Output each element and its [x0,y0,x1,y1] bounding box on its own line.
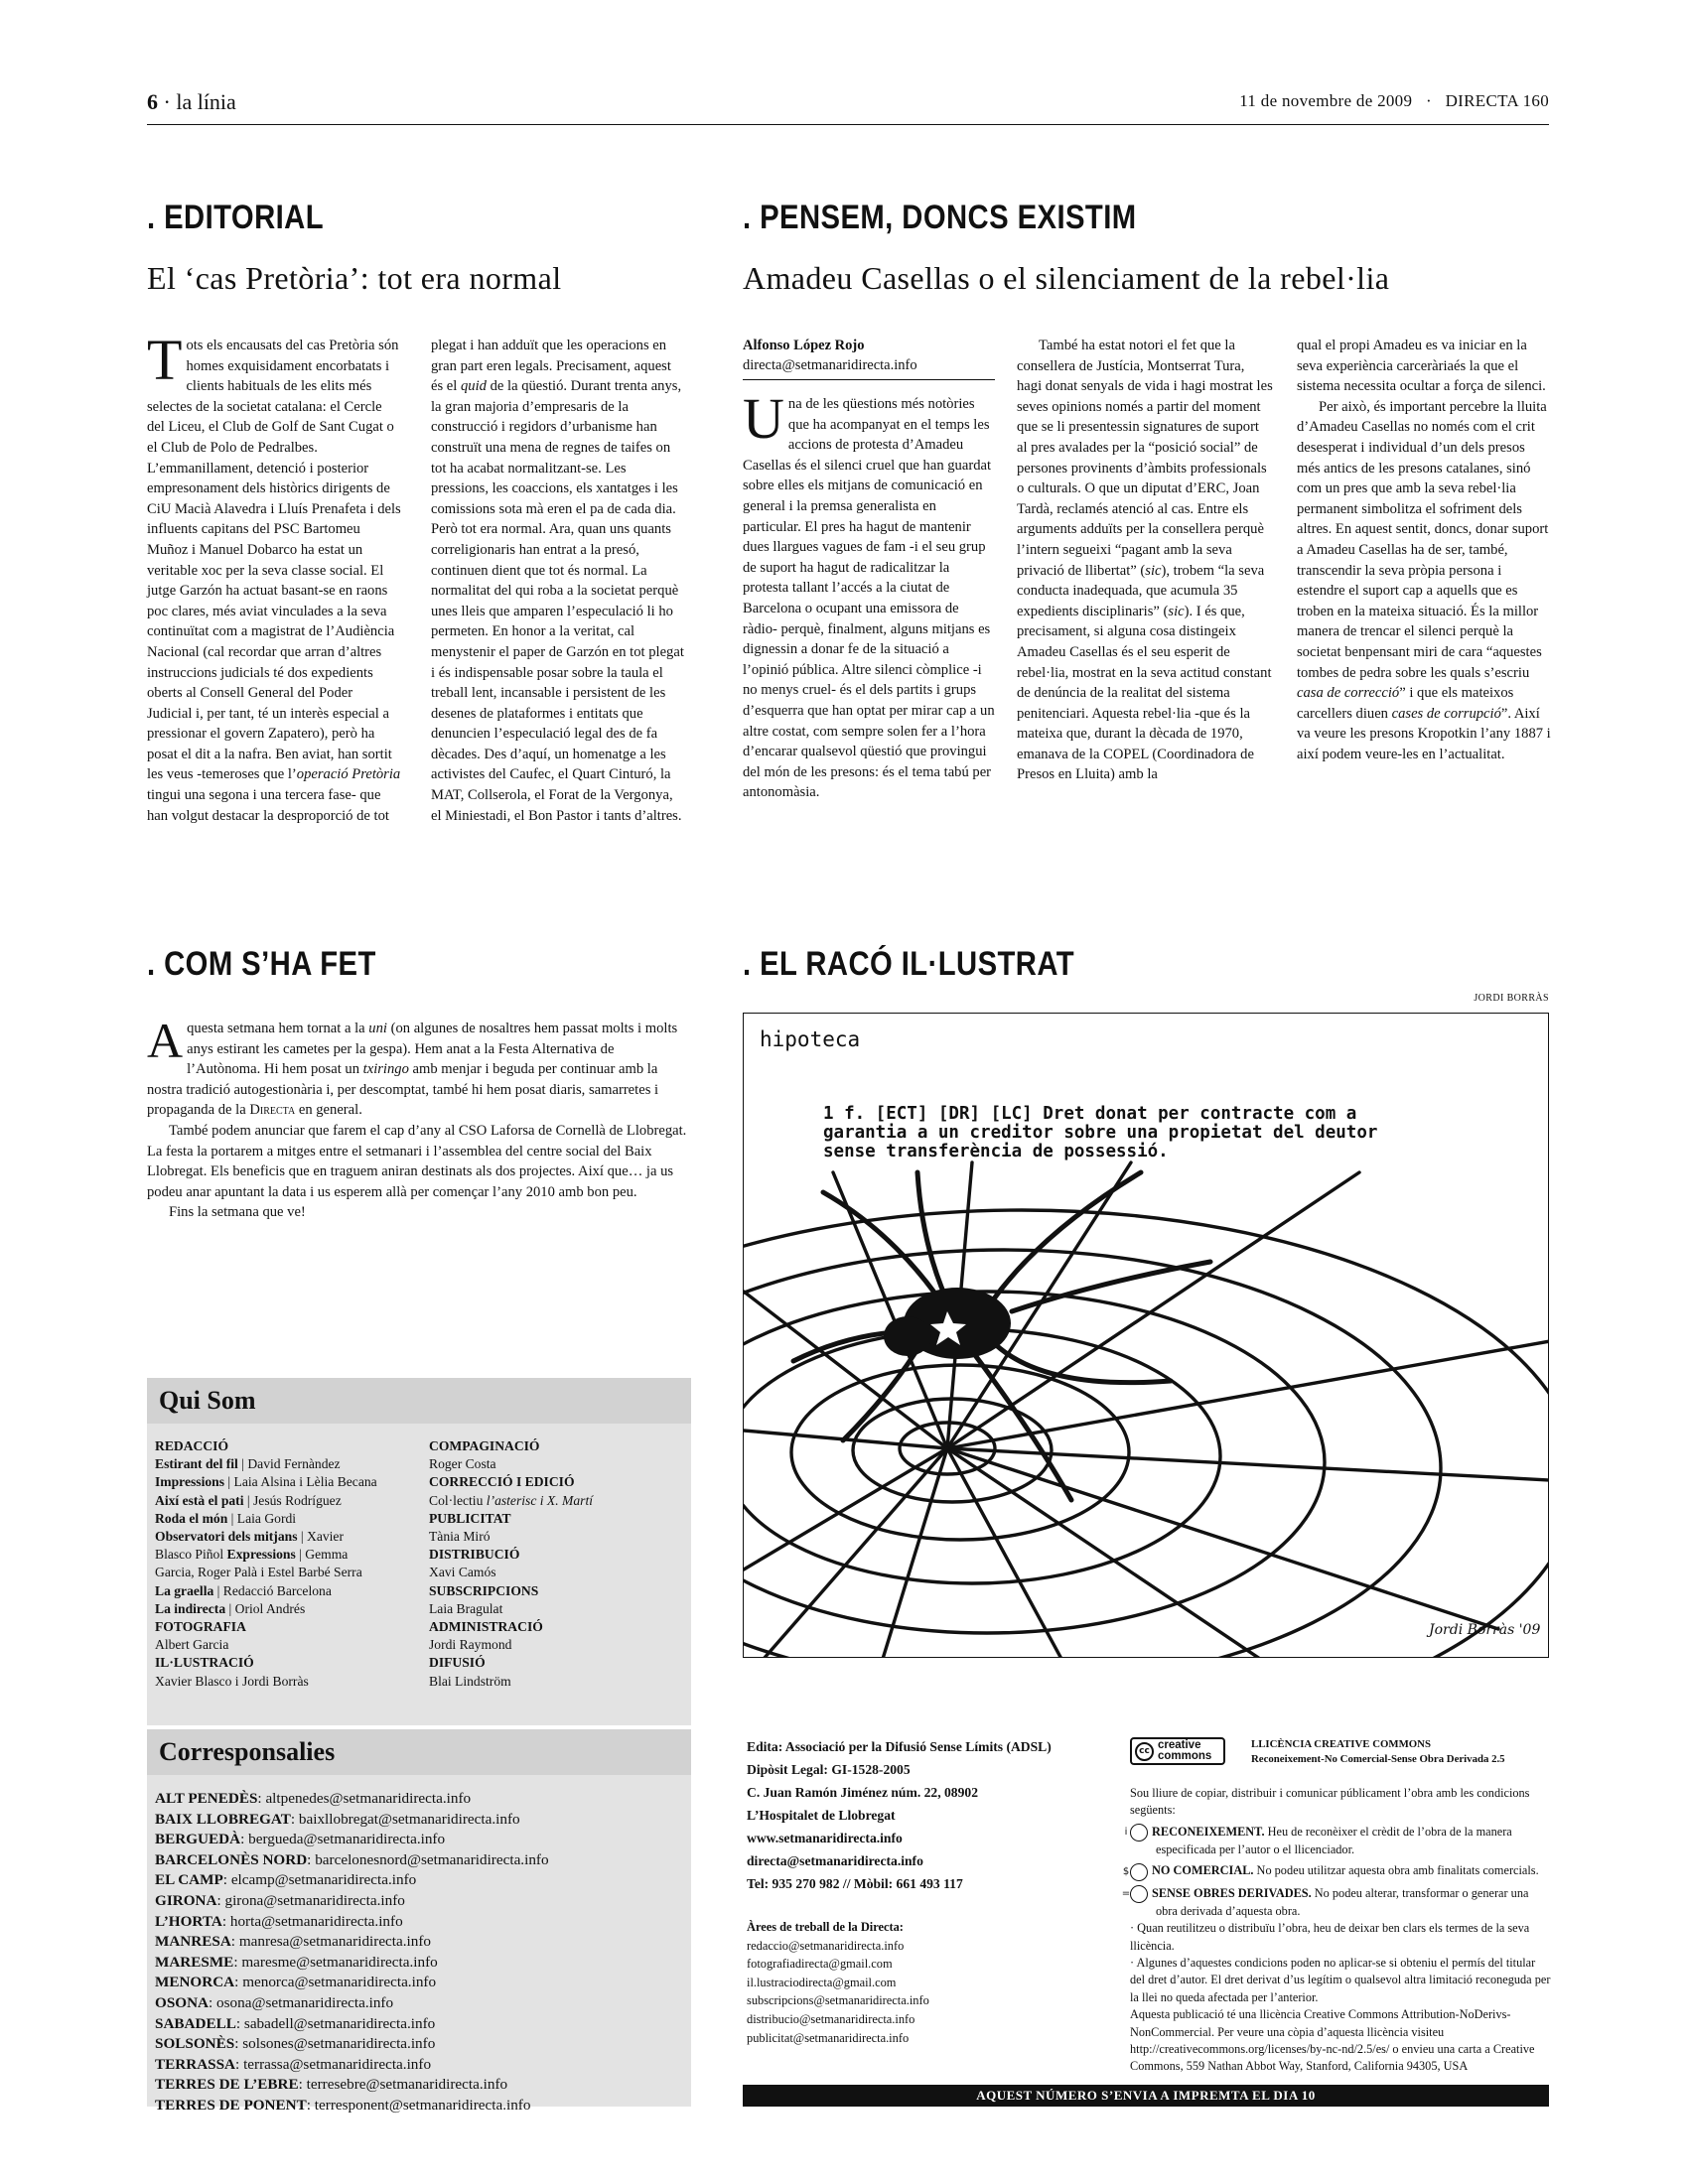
corresponsalia-item[interactable]: BARCELONÈS NORD: barcelonesnord@setmanaridirecta.info [155,1850,549,1868]
corresponsalia-item[interactable]: L’HORTA: horta@setmanaridirecta.info [155,1912,403,1930]
corresponsalia-item[interactable]: ALT PENEDÈS: altpenedes@setmanaridirecta.info [155,1790,472,1807]
corresponsalia-item[interactable]: TERRASSA: terrassa@setmanaridirecta.info [155,2055,432,2073]
email-link[interactable]: directa@setmanaridirecta.info [747,1853,923,1868]
dropcap: A [147,1013,184,1068]
illustration-hipoteca [743,1013,1549,1658]
area-email[interactable]: distribucio@setmanaridirecta.info [747,2011,915,2026]
corresponsalies-list [155,1789,687,2116]
licence-header [1130,1735,1551,1775]
area-email[interactable]: fotografiadirecta@gmail.com [747,1957,893,1972]
spider-web-drawing [744,1014,1549,1658]
editorial-column-1: Tots els encausats del cas Pretòria són homes exquisidament encorbatats i clients habituals de les elits més selectes de la societat catalana: el Cercle del Liceu, el Club de Golf de Sant Cugat o el Club de Polo de Pedralbes. L’emmanillament, detenció i posterior empresonament dels històrics dirigents de CiU Macià Alavedra i Lluís Prenafeta i dels influents capitans del PSC Bartomeu Muñoz i Manuel Dobarco ha estat un veritable xoc per la seva classe social. El jutge Garzón ha actuat basant-se en raons poc clares, més aviat vinculades a la seva continuïtat com a magistrat de l’Audiència Nacional (cal recordar que arran d’altres instruccions judicials té dos expedients oberts al Consell General del Poder Judicial i, per tant, té un interès especial a pressionar el govern Zapatero), però ha posat el dit a la nafra. Ben aviat, han sortit les veus -temeroses que l’operació Pretòria tingui una segona i una tercera fase- que han volgut destacar la desproporció de tot [147,328,401,824]
licence-text: Sou lliure de copiar, distribuir i comunicar públicament l’obra amb les condicions següents: i RECONEIXEMENT. Heu de reconèixer el crèdit de l’obra de la manera especificada per l’autor o el llicenciador. $ NO COMERCIAL. No podeu utilitzar aquesta obra amb finalitats comercials. = SENSE OBRES DERIVADES. No podeu alterar, transformar o generar una obra derivada d’aquesta obra. · Quan reutilitzeu o distribuïu l’obra, heu de deixar ben clars els termes de la seva llicència. · Algunes d’aquestes condicions poden no aplicar-se si obteniu el permís del titular del dret d’autor. El dret derivat d’us legítim o qualsevol altra limitació reconeguda per la llei no queda afectada per l’anterior. Aquesta publicació té una llicència Creative Commons Attribution-NoDerivs- NonCommercial. Per veure una còpia d’aquesta llicència visiteu http://creativecommons.org/licenses/by-nc-nd/2.5/es/ o envieu una carta a Creative Commons, 559 Nathan Abbot Way, Stanford, California 94305, USA [1121,1786,1551,2074]
publisher-info: Edita: Associació per la Difusió Sense Límits (ADSL) Dipòsit Legal: GI-1528-2005 C. Juan Ramón Jiménez núm. 22, 08902 L’Hospitalet de Llobregat www.setmanaridirecta.info directa@setmanaridirecta.info Tel: 935 270 982 // Mòbil: 661 493 117 [747,1735,1124,1895]
attribution-icon: i [1130,1824,1148,1842]
corresponsalia-item[interactable]: BAIX LLOBREGAT: baixllobregat@setmanaridirecta.info [155,1810,520,1828]
pensem-column-1: Alfonso López Rojo directa@setmanaridirecta.info Una de les qüestions més notòries que ha acompanyat en el temps les accions de protesta d’Amadeu Casellas és el silenci cruel que han guardat sobre elles els mitjans de comunicació en general i la premsa generalista en particular. El pres ha hagut de mantenir dues llargues vagues de fam -i el seu grup de suport ha hagut de radicalitzar la protesta tallant l’accés a la ciutat de Barcelona o ocupant una emissora de ràdio- perquè, finalment, alguns mitjans es dignessin a donar fe de la situació a l’opinió pública. Altre silenci còmplice -i no menys cruel- és el dels partits i grups d’esquerra que han optat per mirar cap a un altre costat, com sempre solen fer a l’hora d’encarar qualsevol qüestió que provingui del món de les presons: és el tema tabú per antonomàsia. [743,338,995,801]
author-email[interactable]: directa@setmanaridirecta.info [743,357,917,373]
corresponsalies-title: Corresponsalies [147,1729,691,1775]
illustration-kicker: . EL RACÓ IL·LUSTRAT [743,945,1075,983]
corresponsalia-item[interactable]: MENORCA: menorca@setmanaridirecta.info [155,1974,437,1991]
comshafet-kicker: . COM S’HA FET [147,945,376,983]
area-email[interactable]: subscripcions@setmanaridirecta.info [747,1993,929,2008]
print-date-bar: AQUEST NÚMERO S’ENVIA A IMPREMTA EL DIA 10 [743,2085,1549,2107]
editorial-title: El ‘cas Pretòria’: tot era normal [147,260,562,296]
illustration-word: hipoteca [760,1027,861,1051]
qui-som-box [147,1378,691,1725]
editorial-column-2: plegat i han adduït que les operacions en gran part eren legals. Precisament, aquest és el quid de la qüestió. Durant trenta anys, la gran majoria d’empresaris de la construcció i regidors d’urbanisme han construït una mena de regnes de taifes on tot ha acabat normalitzant-se. Les pressions, les coaccions, els xantatges i les comissions sota mà eren el pa de cada dia. Però tot era normal. Ara, quan uns quants correligionaris han entrat a la presó, continuen dient que tot és normal. La normalitat del qui roba a la societat perquè unes lleis que amparen l’especulació li ho permeten. En honor a la veritat, cal menystenir el paper de Garzón en tot plegat i és indispensable posar sobre la taula el treball lent, incansable i persistent de les desenes de plataformes i entitats que denuncien l’especulació legal des de fa dècades. Des d’aquí, un homenatge a les activistes del Caufec, el Quart Cinturó, la MAT, Collserola, el Forat de la Vergonya, el Miniestadi, el Bon Pastor i tants d’altres. [431,338,684,824]
page-folio: 6 · la línia [147,89,236,114]
illustration-credit: JORDI BORRÀS [1474,993,1549,1004]
work-areas: Àrees de treball de la Directa: redaccio@setmanaridirecta.info fotografiadirecta@gmail.com il.lustraciodirecta@gmail.com subscripcions@setmanaridirecta.info distribucio@setmanaridirecta.info publicitat@setmanaridirecta.info [747,1918,1124,2047]
byline [743,336,995,380]
corresponsalia-item[interactable]: EL CAMP: elcamp@setmanaridirecta.info [155,1871,417,1889]
licence-title: LLICÈNCIA CREATIVE COMMONS Reconeixement-No Comercial-Sense Obra Derivada 2.5 [1251,1738,1505,1765]
corresponsalia-item[interactable]: TERRES DE L’EBRE: terresebre@setmanaridirecta.info [155,2076,508,2094]
illustration-definition: 1 f. [ECT] [DR] [LC] Dret donat per contracte com a garantia a un creditor sobre una propietat del deutor sense transferència de possessió. [823,1104,1378,1161]
dropcap: U [743,386,784,451]
page-header [147,87,1549,125]
pensem-column-3: qual el propi Amadeu es va iniciar en la seva experiència carceràriaés la que el sistema necessita ocultar a força de silenci. Per això, és important percebre la lluita d’Amadeu Casellas no només com el crit desesperat i individual d’un dels presos més antics de les presons catalanes, sinó com un pres que amb la seva rebel·lia permanent simbolitza el sofriment dels altres. En aquest sentit, doncs, donar suport a Amadeu Casellas ha de ser, també, transcendir la seva pròpia persona i estendre el suport cap a aquells que es troben en la mateixa situació. És la millor manera de trencar el silenci perquè la societat benpensant miri de cara “aquestes tombes de pedra sobre les quals s’escriu casa de correcció” i que els mateixos carcellers diuen cases de corrupció”. Així va veure les presons Kropotkin l’any 1887 i així podem veure-les en l’actualitat. [1297,338,1551,762]
pensem-column-2: També ha estat notori el fet que la consellera de Justícia, Montserrat Tura, hagi donat senyals de vida i hagi mostrat les seves opinions només a partir del moment que se li presentessin signatures de suport al pres avalades per la “posició social” de persones provinents d’àmbits professionals o culturals. O que un diputat d’ERC, Joan Tardà, reclamés atenció al cas. Entre els arguments adduïts per la consellera perquè l’intern segueixi “pagant amb la seva privació de llibertat” (sic), trobem “la seva conducta inadequada, que acumula 35 expedients disciplinaris” (sic). I és que, precisament, si alguna cosa distingeix Amadeu Casellas és el seu esperit de rebel·lia, mostrat en la seva actitud constant de denúncia de la realitat del sistema penitenciari. Aquesta rebel·lia -que és la mateixa que, durant la dècada de 1970, emanava de la COPEL (Coordinadora de Presos en Lluita) amb la [1017,338,1273,783]
illustration-signature: Jordi Borràs '09 [1429,1622,1541,1638]
qui-som-right-list: COMPAGINACIÓ Roger Costa CORRECCIÓ I EDICIÓ Col·lectiu l’asterisc i X. Martí PUBLICITAT Tània Miró DISTRIBUCIÓ Xavi Camós SUBSCRIPCIONS Laia Bragulat ADMINISTRACIÓ Jordi Raymond DIFUSIÓ Blai Lindström [429,1438,593,1689]
corresponsalia-item[interactable]: SABADELL: sabadell@setmanaridirecta.info [155,2014,436,2032]
author-name: Alfonso López Rojo [743,338,865,353]
corresponsalia-item[interactable]: MARESME: maresme@setmanaridirecta.info [155,1953,438,1971]
area-email[interactable]: publicitat@setmanaridirecta.info [747,2030,910,2045]
area-email[interactable]: il.lustraciodirecta@gmail.com [747,1975,897,1989]
corresponsalies-box [147,1725,691,2114]
dropcap: T [147,328,183,392]
issue-info: 11 de novembre de 2009 · DIRECTA 160 [1239,91,1549,110]
area-email[interactable]: redaccio@setmanaridirecta.info [747,1938,905,1953]
corresponsalia-item[interactable]: BERGUEDÀ: bergueda@setmanaridirecta.info [155,1831,446,1848]
creative-commons-logo: cc creative commons [1130,1737,1225,1765]
corresponsalia-item[interactable]: MANRESA: manresa@setmanaridirecta.info [155,1933,432,1951]
qui-som-title: Qui Som [147,1378,691,1424]
qui-som-left-list: REDACCIÓ Estirant del fil | David Fernàndez Impressions | Laia Alsina i Lèlia Becana Així està el pati | Jesús Rodríguez Roda el món | Laia Gordi Observatori dels mitjans | Xavier Blasco Piñol Expressions | Gemma Garcia, Roger Palà i Estel Barbé Serra La graella | Redacció Barcelona La indirecta | Oriol Andrés FOTOGRAFIA Albert Garcia IL·LUSTRACIÓ Xavier Blasco i Jordi Borràs [155,1438,377,1689]
corresponsalia-item[interactable]: GIRONA: girona@setmanaridirecta.info [155,1891,405,1909]
corresponsalia-item[interactable]: TERRES DE PONENT: terresponent@setmanaridirecta.info [155,2096,531,2114]
corresponsalia-item[interactable]: OSONA: osona@setmanaridirecta.info [155,1993,394,2011]
pensem-kicker: . PENSEM, DONCS EXISTIM [743,199,1137,236]
website-link[interactable]: www.setmanaridirecta.info [747,1831,903,1845]
corresponsalia-item[interactable]: SOLSONÈS: solsones@setmanaridirecta.info [155,2035,436,2053]
no-derivatives-icon: = [1130,1885,1148,1903]
editorial-kicker: . EDITORIAL [147,199,325,236]
comshafet-body: Aquesta setmana hem tornat a la uni (on algunes de nosaltres hem passat molts i molts anys estirant les cametes per la gespa). Hem anat a la Festa Alternativa de l’Autònoma. Hi hem posat un txiringo amb menjar i beguda per continuar amb la nostra tradició autogestionària i, per descomptat, també hi hem posat diaris, samarretes i propaganda de la Directa en general. També podem anunciar que farem el cap d’any al CSO Laforsa de Cornellà de Llobregat. La festa la portarem a mitges entre el setmanari i l’assemblea del centre social del Baix Llobregat. Els beneficis que en traguem aniran destinats als dos projectes. Així que… ja us podeu anar apuntant la data i us esperem allà per començar l’any 2010 amb bon peu. Fins la setmana que ve! [147,1013,687,1221]
non-commercial-icon: $ [1130,1863,1148,1881]
pensem-title: Amadeu Casellas o el silenciament de la rebel·lia [743,260,1390,296]
